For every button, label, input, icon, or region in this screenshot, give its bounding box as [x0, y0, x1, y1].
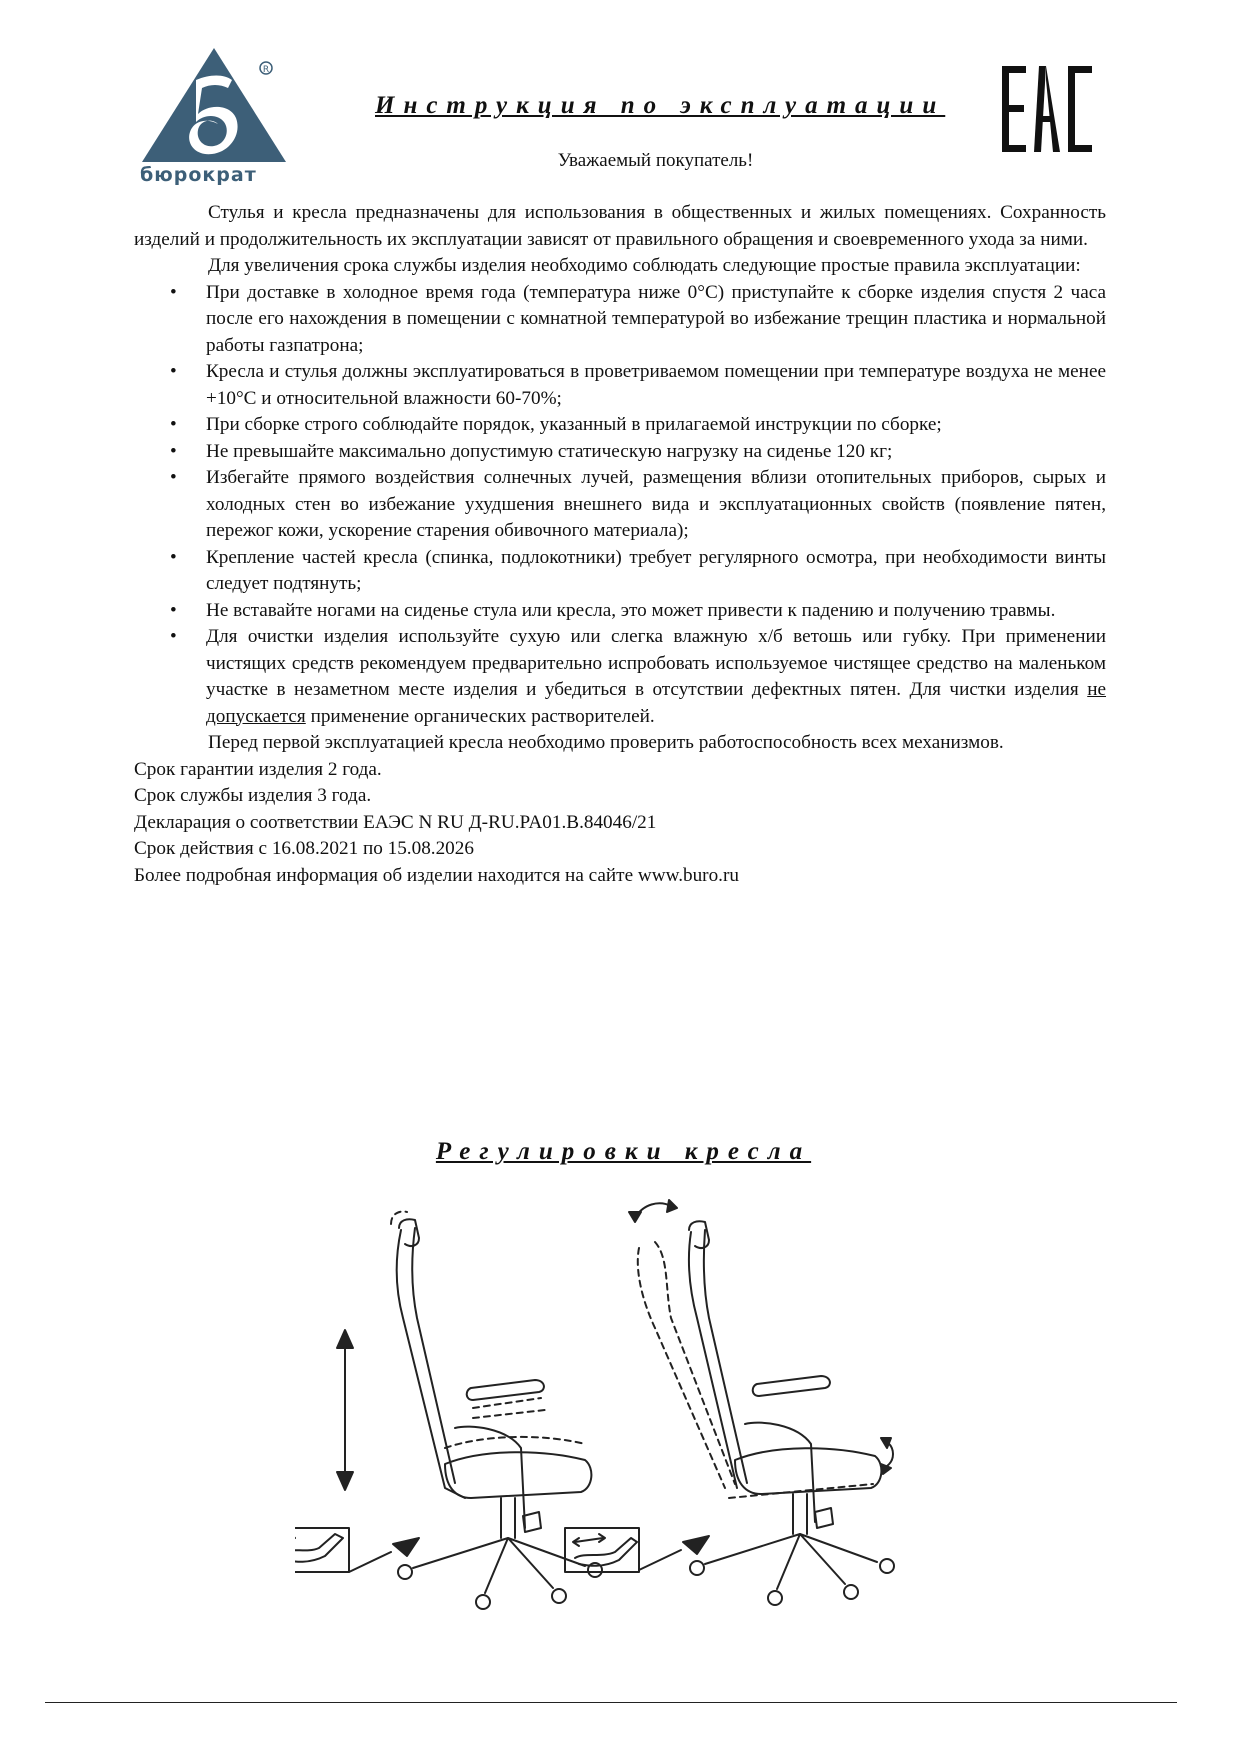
intro-paragraph-2: Для увеличения срока службы изделия необходимо соблюдать следующие простые правила эксплуатации:	[208, 255, 1081, 276]
chair-adjustments-illustration	[295, 1198, 975, 1628]
warranty-text: Срок гарантии изделия 2 года.	[134, 758, 382, 780]
declaration-text: Декларация о соответствии ЕАЭС N RU Д-RU.PA01.B.84046/21	[134, 811, 657, 833]
check-note: Перед первой эксплуатацией кресла необходимо проверить работоспособность всех механизмов.	[208, 732, 1004, 753]
footer-divider	[45, 1702, 1177, 1703]
adjustments-title: Регулировки кресла	[435, 1138, 812, 1165]
instructions-body	[134, 200, 1106, 889]
chair-height-adjustment-diagram	[295, 1212, 602, 1610]
rule-item: • Избегайте прямого воздействия солнечных лучей, размещения вблизи отопительных приборов, сырых и холодных стен во избежание ухудшения внешнего вида и эксплуатационных свойств (появление пятен, пережог кожи, ускорение старения обивочного материала);	[134, 465, 1106, 545]
service-life-text: Срок службы изделия 3 года.	[134, 785, 372, 806]
cleaning-emphasis: не допускается	[206, 679, 1107, 727]
rule-item: • Кресла и стулья должны эксплуатироваться в проветриваемом помещении при температуре воздуха не менее +10°С и относительной влажности 60-70%;	[134, 359, 1106, 412]
rule-item: • Крепление частей кресла (спинка, подлокотники) требует регулярного осмотра, при необходимости винты следует подтянуть;	[134, 545, 1106, 598]
intro-paragraph-1: Стулья и кресла предназначены для использования в общественных и жилых помещениях. Сохранность изделий и продолжительность их эксплуатации зависят от правильного обращения и своевременного ухода за ними.	[134, 202, 1106, 250]
validity-text: Срок действия с 16.08.2021 по 15.08.2026	[134, 838, 474, 859]
rule-item: • При сборке строго соблюдайте порядок, указанный в прилагаемой инструкции по сборке;	[134, 412, 1106, 439]
brand-name: бюрократ	[140, 164, 257, 186]
rule-item-cleaning	[134, 624, 1106, 730]
more-info-text: Более подробная информация об изделии находится на сайте www.buro.ru	[134, 864, 739, 886]
rules-list	[134, 280, 1106, 731]
rule-item: • При доставке в холодное время года (температура ниже 0°С) приступайте к сборке изделия спустя 2 часа после его нахождения в помещении с комнатной температурой во избежание трещин пластика и нормальной работы газпатрона;	[134, 280, 1106, 360]
chair-tilt-adjustment-diagram	[565, 1200, 894, 1605]
svg-text:R: R	[262, 65, 270, 75]
rule-item: • Не вставайте ногами на сиденье стула или кресла, это может привести к падению и получению травмы.	[134, 598, 1106, 625]
rule-item: • Не превышайте максимально допустимую статическую нагрузку на сиденье 120 кг;	[134, 439, 1106, 466]
cleaning-text-end: применение органических растворителей.	[310, 705, 655, 727]
eac-mark	[1002, 66, 1092, 152]
greeting: Уважаемый покупатель!	[557, 150, 754, 171]
page-title: Инструкция по эксплуатации	[375, 92, 946, 119]
cleaning-text: Для очистки изделия используйте сухую или слегка влажную х/б ветошь или губку. При применении чистящих средств рекомендуем предварительно испробовать используемое чистящее средство на маленьком участке в незаметном месте изделия и убедиться в отсутствии дефектных пятен. Для чистки изделия	[206, 626, 1106, 700]
